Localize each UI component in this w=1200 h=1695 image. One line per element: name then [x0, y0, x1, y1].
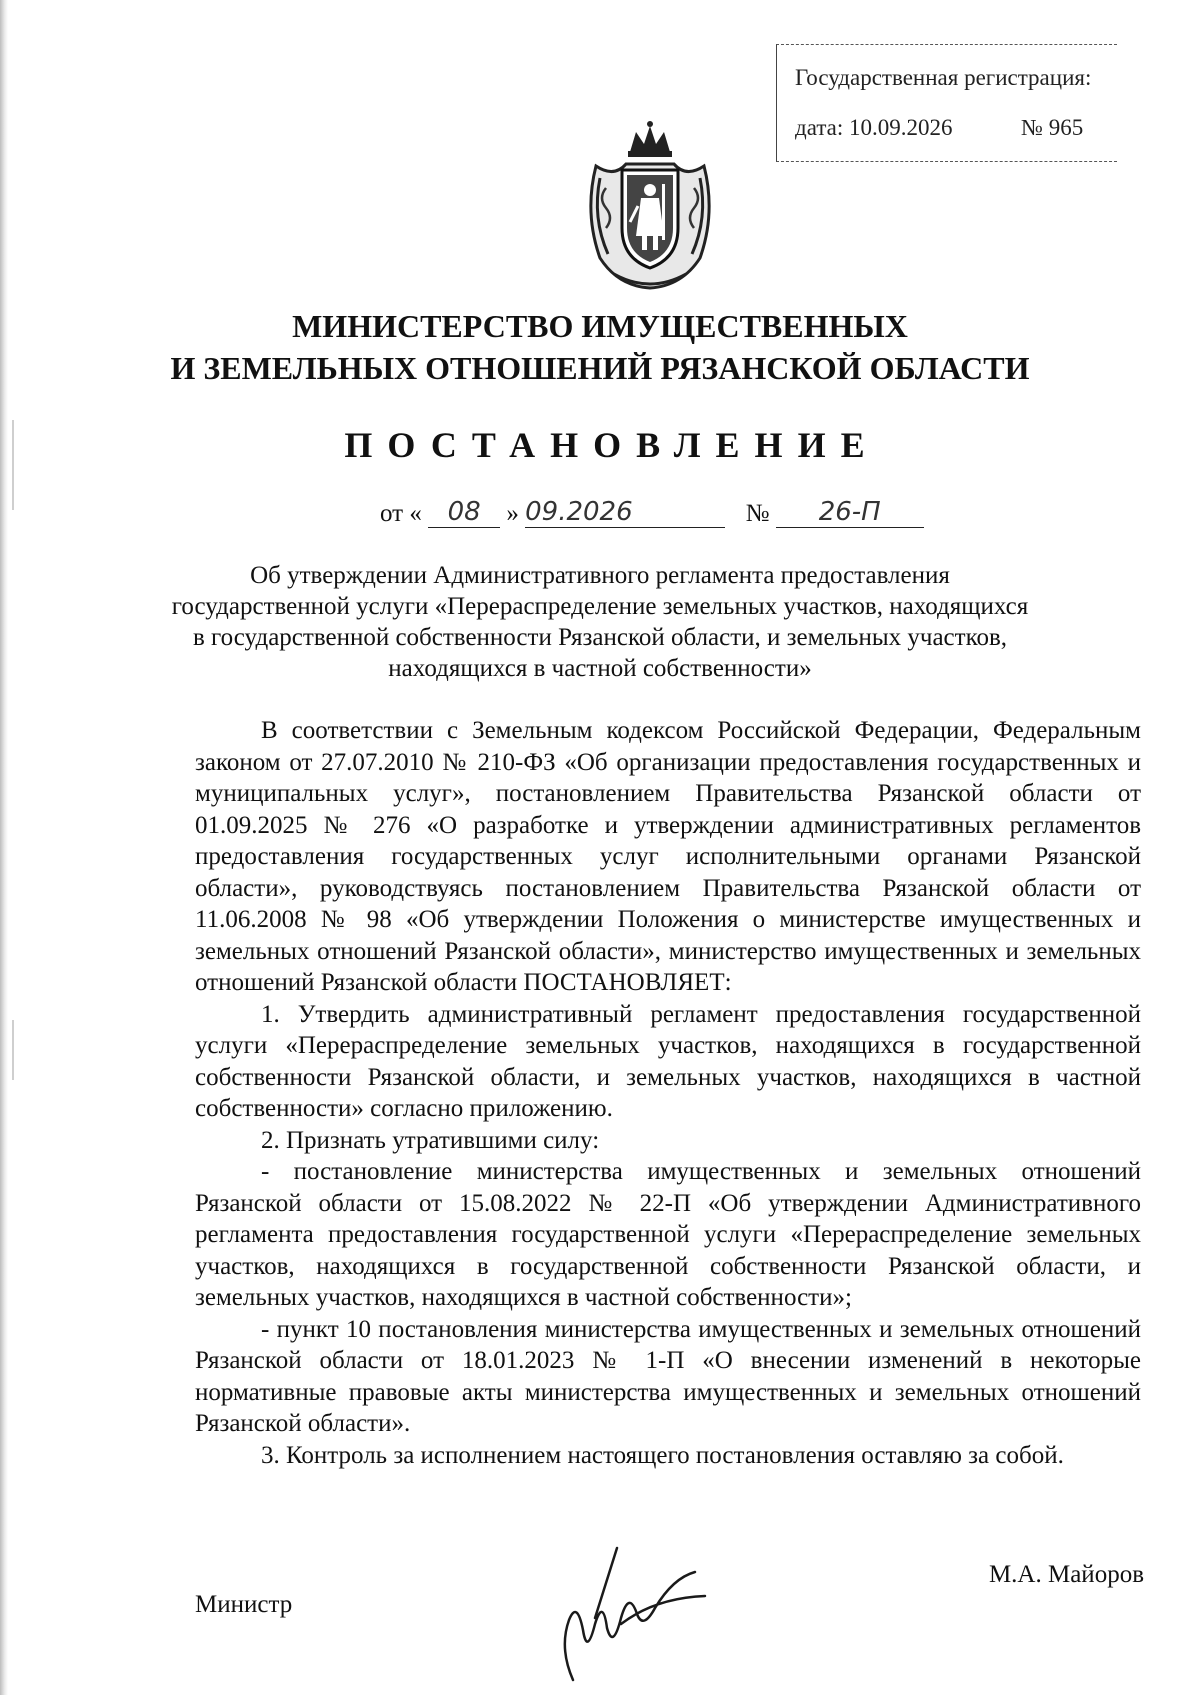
preamble-paragraph: В соответствии с Земельным кодексом Российской Федерации, Федеральным законом от 27.07.2010 № 210-ФЗ «Об организации предоставления государственных и муниципальных услуг», постановлением Правительства Рязанской области от 01.09.2025 № 276 «О разработке и утверждении административных регламентов предоставления государственных услуг исполнительными органами Рязанской области», руководствуясь постановлением Правительства Рязанской области от 11.06.2008 № 98 «Об утверждении Положения о министерстве имущественных и земельных отношений Рязанской области», министерство имущественных и земельных отношений Рязанской области ПОСТАНОВЛЯЕТ: — [195, 717, 1141, 996]
subject-line: государственной услуги «Перераспределение земельных участков, находящихся — [171, 593, 1029, 620]
dateline-monthyear: 09.2026 — [525, 497, 725, 528]
item-2a-paragraph: - постановление министерства имущественных и земельных отношений Рязанской области от 15.08.2022 № 22-П «Об утверждении Административного регламента предоставления государственной услуги «Перераспределение земельных участков, находящихся в государственной собственности Рязанской области, и земельных участков, находящихся в частной собственности»; — [195, 1158, 1141, 1311]
registration-stamp — [776, 44, 1117, 162]
item-1-paragraph: 1. Утвердить административный регламент предоставления государственной услуги «Перераспределение земельных участков, находящихся в государственной собственности Рязанской области, и земельных участков, находящихся в частной собственности» согласно приложению. — [195, 1000, 1141, 1122]
dateline-mid: » — [506, 500, 519, 527]
dateline-number-label: № — [745, 500, 770, 527]
registration-date: дата: 10.09.2026 — [795, 115, 953, 140]
signer-name: М.А. Майоров — [988, 1561, 1144, 1588]
ministry-name-line2: И ЗЕМЕЛЬНЫХ ОТНОШЕНИЙ РЯЗАНСКОЙ ОБЛАСТИ — [170, 350, 1030, 386]
item-2b-paragraph: - пункт 10 постановления министерства имущественных и земельных отношений Рязанской области от 18.01.2023 № 1-П «О внесении изменений в некоторые нормативные правовые акты министерства имущественных и земельных отношений Рязанской области». — [195, 1315, 1141, 1437]
subject-line: в государственной собственности Рязанской области, и земельных участков, — [192, 624, 1007, 651]
dateline-number: 26-П — [776, 497, 924, 528]
registration-label: Государственная регистрация: — [795, 65, 1092, 90]
item-2-paragraph: 2. Признать утратившими силу: — [261, 1126, 600, 1154]
dateline-day: 08 — [428, 497, 500, 528]
handwritten-signature — [555, 1538, 725, 1688]
ministry-name — [0, 305, 1200, 389]
document-type: ПОСТАНОВЛЕНИЕ — [344, 425, 880, 465]
document-body — [195, 715, 1141, 1471]
scan-edge — [0, 0, 8, 1695]
registration-number: № 965 — [1021, 115, 1084, 140]
signer-position: Министр — [195, 1591, 293, 1618]
scan-artifact — [12, 1020, 14, 1080]
subject-line: находящихся в частной собственности» — [388, 655, 812, 682]
document-dateline — [380, 497, 960, 537]
ministry-name-line1: МИНИСТЕРСТВО ИМУЩЕСТВЕННЫХ — [292, 308, 908, 344]
document-subject — [170, 560, 1030, 684]
subject-line: Об утверждении Административного регламента предоставления — [250, 562, 950, 589]
ryazan-coat-of-arms-icon — [578, 118, 722, 294]
dateline-prefix: от « — [380, 500, 422, 527]
item-3-paragraph: 3. Контроль за исполнением настоящего постановления оставляю за собой. — [261, 1441, 1064, 1469]
